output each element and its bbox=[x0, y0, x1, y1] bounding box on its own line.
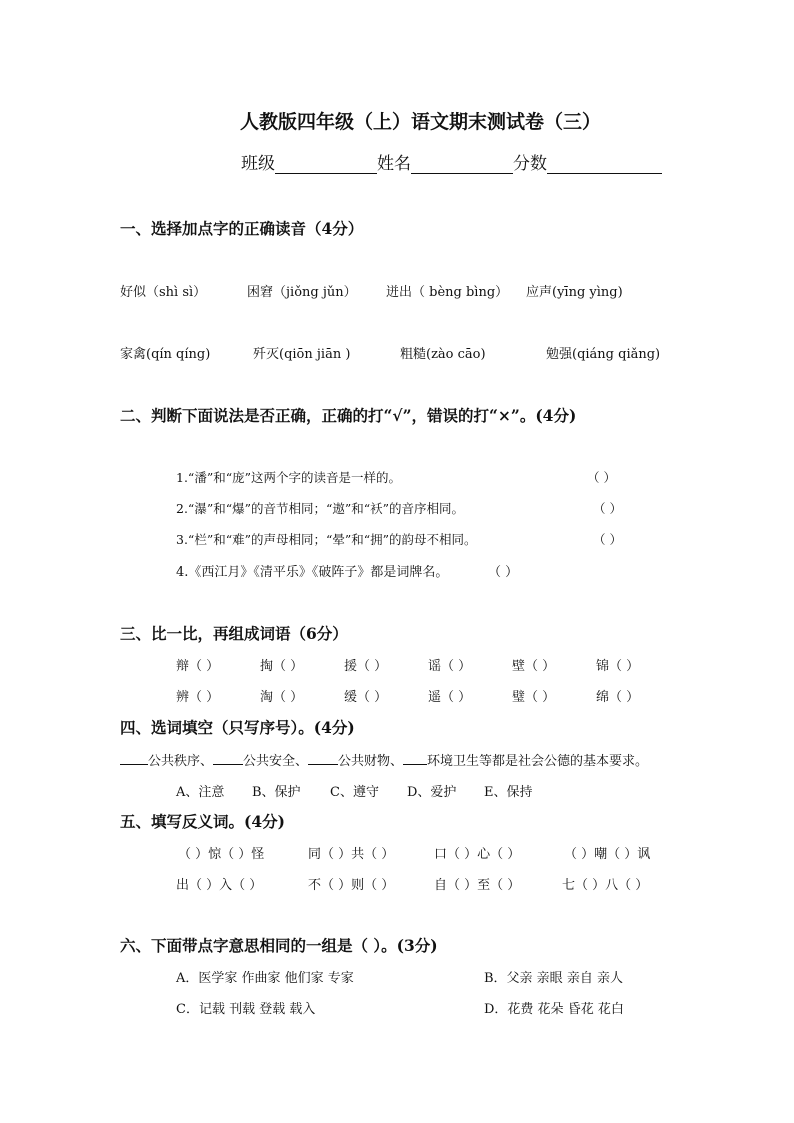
antonym-item[interactable]: 自（ ）至（ ） bbox=[434, 878, 521, 893]
name-label: 姓名 bbox=[377, 154, 411, 174]
fill-blank[interactable] bbox=[120, 751, 148, 765]
phrase: 公共安全、 bbox=[243, 754, 309, 769]
option-item: E、保持 bbox=[484, 785, 533, 800]
word-pair-item[interactable]: 壁（ ） bbox=[512, 659, 556, 674]
judgement-item: 3.“栏”和“难”的声母相同；“晕”和“拥”的韵母不相同。 bbox=[176, 532, 477, 547]
antonym-item[interactable]: 出（ ）入（ ） bbox=[176, 878, 263, 893]
option-item: B、保护 bbox=[252, 785, 301, 800]
antonym-item[interactable]: （ ）嘲（ ）讽 bbox=[564, 847, 651, 862]
phrase: 公共财物、 bbox=[338, 754, 404, 769]
pinyin-item: 应声(yīng yìng) bbox=[526, 285, 623, 300]
pinyin-item: 粗糙(zào cāo) bbox=[400, 347, 486, 362]
section-3-heading: 三、比一比，再组成词语（6分） bbox=[120, 624, 348, 643]
word-pair-item[interactable]: 淘（ ） bbox=[260, 690, 304, 705]
judgement-item: 4.《西江月》《清平乐》《破阵子》都是词牌名。 bbox=[176, 565, 449, 580]
word-pair-item[interactable]: 缓（ ） bbox=[344, 690, 388, 705]
word-pair-item[interactable]: 锦（ ） bbox=[596, 659, 640, 674]
word-pair-item[interactable]: 援（ ） bbox=[344, 659, 388, 674]
judgement-item: 1.“潘”和“庞”这两个字的读音是一样的。 bbox=[176, 470, 401, 485]
antonym-item[interactable]: 同（ ）共（ ） bbox=[308, 847, 395, 862]
judgement-item: 2.“瀑”和“爆”的音节相同；“遨”和“袄”的音序相同。 bbox=[176, 501, 465, 516]
pinyin-item: 困窘（jiǒng jǔn） bbox=[247, 285, 357, 300]
word-pair-item[interactable]: 遥（ ） bbox=[428, 690, 472, 705]
score-label: 分数 bbox=[513, 154, 547, 174]
option-item: D、爱护 bbox=[407, 785, 457, 800]
name-blank[interactable] bbox=[411, 155, 513, 174]
answer-paren[interactable]: （ ） bbox=[593, 532, 622, 547]
score-blank[interactable] bbox=[547, 155, 662, 174]
pinyin-item: 好似（shì sì） bbox=[120, 285, 207, 300]
word-pair-item[interactable]: 绵（ ） bbox=[596, 690, 640, 705]
phrase: 环境卫生等都是社会公德的基本要求。 bbox=[427, 754, 649, 769]
option-item: C、遵守 bbox=[330, 785, 379, 800]
choice-a[interactable]: A．医学家 作曲家 他们家 专家 bbox=[176, 971, 354, 986]
choice-c[interactable]: C．记载 刊载 登载 载入 bbox=[176, 1002, 316, 1017]
antonym-item[interactable]: 口（ ）心（ ） bbox=[434, 847, 521, 862]
answer-paren[interactable]: （ ） bbox=[593, 501, 622, 516]
word-pair-item[interactable]: 璧（ ） bbox=[512, 690, 556, 705]
answer-paren[interactable]: （ ） bbox=[587, 470, 616, 485]
word-pair-item[interactable]: 掏（ ） bbox=[260, 659, 304, 674]
fill-blank[interactable] bbox=[403, 751, 427, 765]
page-title: 人教版四年级（上）语文期末测试卷（三） bbox=[240, 111, 602, 133]
fill-blank[interactable] bbox=[213, 751, 243, 765]
fill-in-sentence bbox=[120, 750, 648, 769]
section-1-heading: 一、选择加点字的正确读音（4分） bbox=[120, 219, 364, 238]
phrase: 公共秩序、 bbox=[148, 754, 214, 769]
pinyin-item: 勉强(qiáng qiǎng) bbox=[546, 347, 661, 362]
answer-paren[interactable]: （ ） bbox=[488, 565, 519, 580]
antonym-item[interactable]: 不（ ）则（ ） bbox=[308, 878, 395, 893]
pinyin-item: 家禽(qín qíng) bbox=[120, 347, 211, 362]
choice-d[interactable]: D．花费 花朵 昏花 花白 bbox=[484, 1002, 624, 1017]
section-2-heading: 二、判断下面说法是否正确，正确的打“√”，错误的打“×”。(4分) bbox=[120, 406, 577, 425]
option-item: A、注意 bbox=[176, 785, 225, 800]
class-blank[interactable] bbox=[275, 155, 377, 174]
section-5-heading: 五、填写反义词。(4分) bbox=[120, 812, 285, 831]
pinyin-item: 迸出（ bèng bìng） bbox=[386, 285, 509, 300]
fill-blank[interactable] bbox=[308, 751, 338, 765]
class-label: 班级 bbox=[241, 154, 275, 174]
antonym-item[interactable]: （ ）惊（ ）怪 bbox=[178, 847, 265, 862]
choice-b[interactable]: B．父亲 亲眼 亲自 亲人 bbox=[484, 971, 623, 986]
section-4-heading: 四、选词填空（只写序号）。(4分) bbox=[120, 718, 355, 737]
antonym-item[interactable]: 七（ ）八（ ） bbox=[562, 878, 649, 893]
word-pair-item[interactable]: 辨（ ） bbox=[176, 690, 220, 705]
section-6-heading: 六、下面带点字意思相同的一组是（ ）。(3分) bbox=[120, 936, 438, 955]
word-pair-item[interactable]: 谣（ ） bbox=[428, 659, 472, 674]
student-info-line bbox=[241, 149, 662, 174]
word-pair-item[interactable]: 辩（ ） bbox=[176, 659, 220, 674]
pinyin-item: 歼灭(qiōn jiān ) bbox=[253, 347, 351, 362]
